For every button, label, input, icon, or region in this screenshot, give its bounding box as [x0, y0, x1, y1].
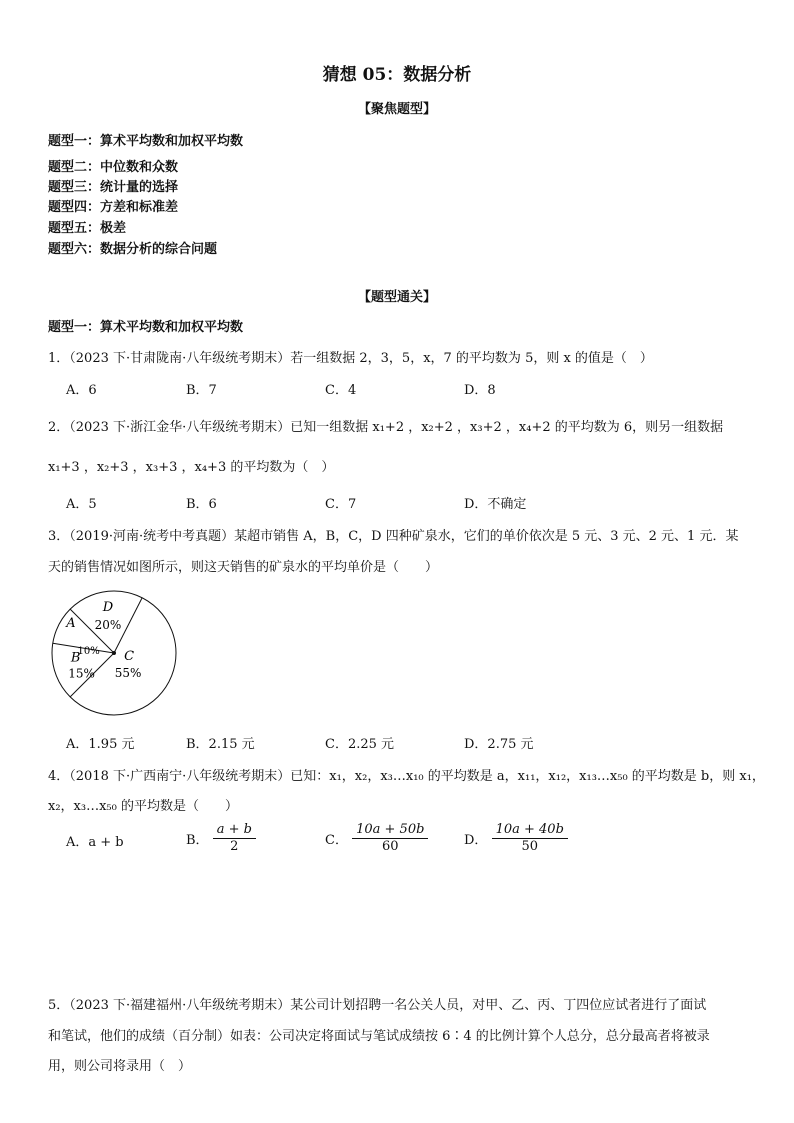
q4-option-c [325, 822, 428, 855]
pie-slice-percent-A: 10% [77, 646, 100, 658]
question-5-stem: 5．（2023 下·福建福州·八年级统考期末）某公司计划招聘一名公关人员，对甲、乙、丙、丁四位应试者进行了面试 [48, 998, 707, 1013]
fraction-denominator: 60 [381, 839, 399, 854]
fraction-numerator: 10a + 50b [352, 822, 428, 839]
pie-center-dot [112, 651, 116, 655]
q4-option-c-fraction [352, 822, 428, 855]
q3-option-a: A．1.95 元 [66, 737, 135, 752]
q4-option-b-fraction [213, 822, 256, 855]
question-3-stem: 3．（2019·河南·统考中考真题）某超市销售 A，B，C，D 四种矿泉水，它们的单价依次是 5 元、3 元、2 元、1 元．某 [48, 529, 739, 544]
type1-label: 题型一：算术平均数和加权平均数 [48, 320, 244, 335]
pie-slice-percent-B: 15% [68, 666, 95, 681]
pie-slice-percent-D: 20% [94, 618, 122, 633]
question-4-stem: 4．（2018 下·广西南宁·八年级统考期末）已知：x₁，x₂，x₃…x₁₀ 的平均数是 a，x₁₁，x₁₂，x₁₃…x₅₀ 的平均数是 b，则 x₁， [48, 769, 765, 784]
fraction-denominator: 2 [230, 839, 239, 854]
q4-option-c-label: C． [325, 833, 348, 848]
question-3-stem-cont: 天的销售情况如图所示，则这天销售的矿泉水的平均单价是（ ） [48, 560, 439, 575]
type-item: 题型五：极差 [48, 221, 127, 236]
question-5-stem-cont: 和笔试，他们的成绩（百分制）如表：公司决定将面试与笔试成绩按 6∶4 的比例计算个人总分，总分最高者将被录 [48, 1029, 710, 1044]
pie-slice-label-A: A [66, 616, 76, 632]
type-item: 题型二：中位数和众数 [48, 160, 179, 175]
fraction-denominator: 50 [521, 839, 539, 854]
q4-option-b-label: B． [186, 833, 209, 848]
question-1-stem: 1．（2023 下·甘肃陇南·八年级统考期末）若一组数据 2，3，5，x，7 的平均数为 5，则 x 的值是（ ） [48, 351, 653, 366]
question-4-stem-cont: x₂，x₃…x₅₀ 的平均数是（ ） [48, 799, 238, 814]
q1-option-c: C．4 [325, 383, 357, 398]
question-2-stem: 2．（2023 下·浙江金华·八年级统考期末）已知一组数据 x₁+2 ，x₂+2 ，x₃+2 ，x₄+2 的平均数为 6，则另一组数据 [48, 420, 724, 435]
type-item: 题型四：方差和标准差 [48, 200, 179, 215]
fraction-numerator: 10a + 40b [492, 822, 568, 839]
q1-option-b: B．7 [186, 383, 217, 398]
q3-option-b: B．2.15 元 [186, 737, 255, 752]
fraction-numerator: a + b [213, 822, 256, 839]
pie-chart [48, 590, 184, 726]
q4-option-b [186, 822, 256, 855]
type-item: 题型三：统计量的选择 [48, 180, 179, 195]
focus-header: 【聚焦题型】 [357, 102, 436, 117]
type-item: 题型六：数据分析的综合问题 [48, 242, 218, 257]
q4-option-d-fraction [492, 822, 568, 855]
type-item: 题型一：算术平均数和加权平均数 [48, 134, 244, 149]
pie-slice-percent-C: 55% [114, 666, 142, 681]
q4-option-d [464, 822, 568, 855]
q2-option-c: C．7 [325, 497, 357, 512]
pie-slice-label-B: B [70, 650, 81, 666]
q2-option-d: D．不确定 [464, 497, 527, 512]
pie-slice-label-C: C [124, 648, 135, 664]
q2-option-a: A．5 [66, 497, 97, 512]
q4-option-a: A．a + b [66, 835, 124, 850]
q3-option-d: D．2.75 元 [464, 737, 534, 752]
q1-option-a: A．6 [66, 383, 97, 398]
question-5-stem-cont2: 用，则公司将录用（ ） [48, 1059, 192, 1074]
q1-option-d: D．8 [464, 383, 496, 398]
question-2-stem-cont: x₁+3 ，x₂+3 ，x₃+3 ，x₄+3 的平均数为（ ） [48, 460, 335, 475]
pass-header: 【题型通关】 [357, 290, 436, 305]
q2-option-b: B．6 [186, 497, 217, 512]
pie-slice-label-D: D [102, 600, 114, 616]
q3-option-c: C．2.25 元 [325, 737, 395, 752]
page-title: 猜想 05：数据分析 [322, 65, 472, 85]
q4-option-d-label: D． [464, 833, 488, 848]
